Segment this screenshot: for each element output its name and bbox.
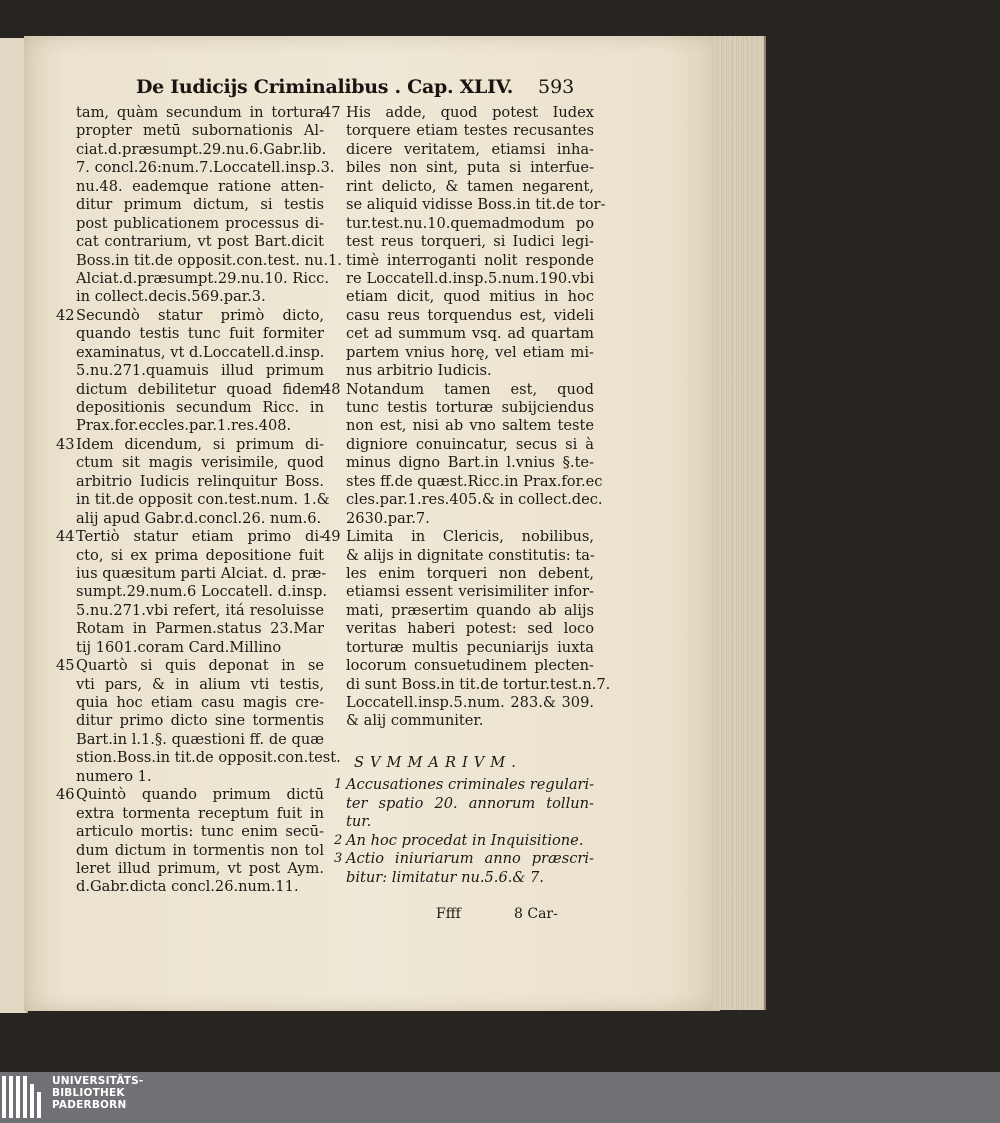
text-line: [346, 215, 594, 233]
line-text: extra tormenta receptum fuit in: [76, 804, 324, 822]
line-text: Loccatell.insp.5.num. 283.& 309.: [346, 694, 594, 711]
line-text: locorum consuetudinem plecten-: [346, 657, 594, 675]
line-text: Actio iniuriarum anno præscri-: [346, 850, 594, 868]
line-text: ctum sit magis verisimile, quod: [76, 454, 324, 472]
section-number: 47: [322, 104, 341, 121]
line-text: re Loccatell.d.insp.5.num.190.vbi: [346, 269, 594, 287]
section-number: 46: [56, 786, 75, 804]
line-text: bitur: limitatur nu.5.6.& 7.: [346, 868, 544, 886]
text-line: [346, 288, 594, 306]
text-line: [346, 307, 594, 325]
text-line: [76, 233, 324, 251]
text-line: [346, 602, 594, 620]
text-line: [76, 805, 324, 823]
library-logo-icon: [0, 1076, 46, 1118]
text-line: [322, 380, 594, 399]
page-number: 593: [538, 76, 575, 98]
line-text: les enim torqueri non debent,: [346, 564, 594, 582]
text-line: [346, 141, 594, 159]
text-line: [346, 325, 594, 343]
text-line: [76, 564, 327, 583]
line-text: 5.nu.271.vbi refert, itá resoluisse: [76, 601, 324, 619]
text-line: [76, 344, 324, 362]
signature-mark: Ffff: [436, 906, 461, 922]
text-line: [76, 178, 324, 196]
text-line: [76, 694, 324, 712]
text-line: [76, 381, 324, 399]
text-line: [76, 473, 324, 491]
section-number: 42: [56, 306, 75, 324]
section-number: 2: [334, 832, 343, 848]
line-text: tunc testis torturæ subijciendus: [346, 399, 594, 416]
line-text: cto, si ex prima depositione fuit: [76, 546, 324, 564]
line-text: His adde, quod potest Iudex: [346, 104, 594, 121]
section-number: 3: [334, 851, 343, 867]
text-line: [76, 325, 324, 343]
line-text: timè interroganti nolit responde: [346, 251, 594, 269]
line-text: 2630.par.7.: [346, 509, 430, 527]
summarium-heading: SVMMARIVM.: [354, 754, 522, 772]
text-line: [346, 712, 594, 730]
text-line: [346, 122, 594, 140]
line-text: di sunt Boss.in tit.de tortur.test.n.7.: [346, 675, 611, 693]
text-line: [76, 878, 324, 896]
text-line: [346, 795, 594, 813]
line-text: Notandum tamen est, quod: [346, 380, 594, 398]
library-name-line: PADERBORN: [52, 1099, 127, 1111]
line-text: d.Gabr.dicta concl.26.num.11.: [76, 878, 299, 896]
text-line: [76, 602, 324, 620]
text-line: [76, 712, 324, 730]
text-line: [76, 491, 330, 509]
text-line: [346, 813, 594, 831]
text-line: [76, 731, 324, 749]
text-line: [76, 454, 324, 472]
line-text: An hoc procedat in Inquisitione.: [346, 831, 584, 849]
library-footer-bar: [0, 1072, 1000, 1123]
line-text: Tertiò statur etiam primo di-: [76, 528, 324, 546]
text-line: [56, 786, 324, 804]
right-column: [322, 104, 611, 887]
library-name-line: BIBLIOTHEK: [52, 1087, 125, 1099]
text-line: [76, 583, 328, 601]
text-line: [346, 491, 603, 509]
line-text: partem vnius horę, vel etiam mi-: [346, 343, 594, 361]
line-text: numero 1.: [76, 767, 152, 785]
line-text: leret illud primum, vt post Aym.: [76, 859, 324, 877]
line-text: Secundò statur primò dicto,: [76, 306, 324, 324]
line-text: test reus torqueri, si Iudici legi-: [346, 233, 594, 251]
text-line: [56, 657, 324, 675]
text-line: [346, 510, 594, 528]
line-text: Quartò si quis deponat in se: [76, 657, 324, 675]
text-line: [76, 362, 324, 380]
line-text: Bart.in l.1.§. quæstioni ff. de quæ: [76, 730, 324, 748]
line-text: 5.nu.271.quamuis illud primum: [76, 362, 324, 380]
text-line: [346, 178, 594, 196]
line-text: ditur primum dictum, si testis: [76, 196, 324, 214]
line-text: Idem dicendum, si primum di-: [76, 435, 324, 453]
line-text: tij 1601.coram Card.Millino: [76, 638, 282, 656]
text-line: [346, 417, 594, 435]
line-text: tam, quàm secundum in tortura: [76, 104, 324, 121]
line-text: se aliquid vidisse Boss.in tit.de tor-: [346, 196, 606, 214]
line-text: tur.: [346, 813, 372, 831]
text-line: [76, 399, 324, 417]
text-line: [346, 583, 594, 601]
line-text: ius quæsitum parti Alciat. d. præ-: [76, 564, 327, 582]
section-number: 45: [56, 657, 75, 675]
line-text: minus digno Bart.in l.vnius §.te-: [346, 454, 594, 472]
line-text: in tit.de opposit con.test.num. 1.&: [76, 491, 330, 509]
line-text: ter spatio 20. annorum tollun-: [346, 794, 594, 812]
text-line: [76, 676, 324, 694]
line-text: quia hoc etiam casu magis cre-: [76, 694, 324, 711]
line-text: propter metū subornationis Al-: [76, 122, 324, 140]
text-line: [334, 850, 594, 868]
text-line: [346, 675, 611, 694]
line-text: etiam dicit, quod mitius in hoc: [346, 288, 594, 306]
line-text: & alijs in dignitate constitutis: ta-: [346, 546, 595, 564]
text-line: [346, 657, 594, 675]
line-text: digniore conuincatur, secus si à: [346, 435, 594, 453]
line-text: cat contrarium, vt post Bart.dicit: [76, 233, 324, 251]
line-text: veritas haberi potest: sed loco: [346, 620, 594, 638]
line-text: articulo mortis: tunc enim secū-: [76, 823, 324, 841]
text-line: [346, 454, 594, 472]
text-line: [346, 869, 594, 887]
line-text: & alij communiter.: [346, 712, 484, 730]
line-text: stes ff.de quæst.Ricc.in Prax.for.ec: [346, 472, 603, 490]
line-text: Limita in Clericis, nobilibus,: [346, 528, 594, 546]
text-line: [76, 104, 324, 122]
text-line: [322, 528, 594, 546]
text-line: [346, 565, 594, 583]
library-name: [52, 1075, 143, 1111]
line-text: arbitrio Iudicis relinquitur Boss.: [76, 472, 324, 490]
line-text: stion.Boss.in tit.de opposit.con.test.: [76, 749, 341, 767]
text-line: [346, 159, 594, 177]
text-line: [76, 417, 324, 435]
text-line: [76, 823, 324, 841]
text-line: [76, 122, 324, 140]
text-line: [76, 196, 324, 214]
line-text: dum dictum in tormentis non tol: [76, 841, 324, 859]
line-text: biles non sint, puta si interfue-: [346, 159, 594, 177]
line-text: examinatus, vt d.Loccatell.d.insp.: [76, 343, 325, 361]
text-line: [76, 860, 324, 878]
line-text: dicere veritatem, etiamsi inha-: [346, 140, 594, 158]
section-number: 49: [322, 528, 341, 546]
line-text: cet ad summum vsq. ad quartam: [346, 325, 594, 343]
line-text: Accusationes criminales regulari-: [346, 776, 595, 794]
line-text: Rotam in Parmen.status 23.Mar: [76, 620, 324, 638]
line-text: ditur primo dicto sine tormentis: [76, 712, 324, 730]
line-text: alij apud Gabr.d.concl.26. num.6.: [76, 509, 322, 527]
line-text: 7. concl.26:num.7.Loccatell.insp.3.: [76, 159, 335, 177]
text-line: [346, 252, 594, 270]
line-text: quando testis tunc fuit formiter: [76, 325, 324, 343]
text-line: [76, 547, 324, 565]
text-line: [346, 344, 594, 362]
text-line: [56, 435, 324, 454]
text-line: [346, 399, 594, 417]
line-text: depositionis secundum Ricc. in: [76, 399, 324, 416]
line-text: post publicationem processus di-: [76, 214, 324, 232]
text-line: [76, 159, 335, 177]
text-line: [76, 288, 324, 306]
line-text: ciat.d.præsumpt.29.nu.6.Gabr.lib.: [76, 140, 327, 158]
text-line: [76, 620, 324, 638]
line-text: casu reus torquendus est, videli: [346, 306, 594, 324]
line-text: torturæ multis pecuniarijs iuxta: [346, 638, 594, 656]
line-text: nu.48. eademque ratione atten-: [76, 177, 324, 195]
line-text: Quintò quando primum dictū: [76, 786, 324, 804]
line-text: dictum debilitetur quoad fidem: [76, 380, 324, 398]
text-line: [76, 251, 342, 270]
text-line: [76, 215, 324, 233]
text-line: [346, 620, 594, 638]
line-text: sumpt.29.num.6 Loccatell. d.insp.: [76, 583, 328, 601]
text-line: [346, 547, 594, 565]
text-line: [346, 694, 594, 712]
line-text: torquere etiam testes recusantes: [346, 122, 594, 140]
text-line: [76, 842, 324, 860]
section-number: 48: [322, 380, 341, 398]
text-line: [76, 768, 324, 786]
line-text: nus arbitrio Iudicis.: [346, 362, 492, 380]
section-number: 1: [334, 777, 343, 793]
catchword: 8 Car-: [514, 906, 558, 922]
line-text: etiamsi essent verisimiliter infor-: [346, 583, 594, 601]
line-text: non est, nisi ab vno saltem teste: [346, 417, 594, 435]
section-number: 43: [56, 435, 75, 453]
text-line: [346, 639, 594, 657]
page-stack-edge: [712, 36, 766, 1010]
text-line: [346, 233, 594, 251]
line-text: tur.test.nu.10.quemadmodum po: [346, 214, 594, 232]
text-line: [76, 510, 324, 528]
text-line: [346, 270, 594, 288]
text-line: [76, 639, 324, 657]
text-line: [346, 196, 606, 214]
spacer: [346, 731, 594, 749]
line-text: rint delicto, & tamen negarent,: [346, 177, 594, 195]
text-line: [334, 776, 595, 794]
section-number: 44: [56, 528, 75, 546]
line-text: Alciat.d.præsumpt.29.nu.10. Ricc.: [76, 269, 329, 287]
library-name-line: UNIVERSITÄTS-: [52, 1075, 144, 1087]
line-text: in collect.decis.569.par.3.: [76, 288, 266, 306]
line-text: vti pars, & in alium vti testis,: [76, 675, 324, 693]
text-line: [56, 528, 324, 546]
text-line: [76, 140, 327, 159]
line-text: cles.par.1.res.405.& in collect.dec.: [346, 491, 603, 509]
text-line: [346, 436, 594, 454]
line-text: Boss.in tit.de opposit.con.test. nu.1.: [76, 251, 342, 269]
text-line: [76, 749, 341, 767]
running-title: De Iudicijs Criminalibus . Cap. XLIV.: [136, 76, 514, 98]
line-text: Prax.for.eccles.par.1.res.408.: [76, 417, 292, 435]
text-line: [322, 104, 594, 122]
line-text: mati, præsertim quando ab alijs: [346, 601, 594, 619]
text-line: [76, 269, 329, 288]
page-header: [136, 76, 576, 104]
text-line: [346, 472, 603, 491]
text-line: [334, 831, 594, 850]
text-line: [346, 362, 594, 380]
text-line: [56, 306, 324, 325]
